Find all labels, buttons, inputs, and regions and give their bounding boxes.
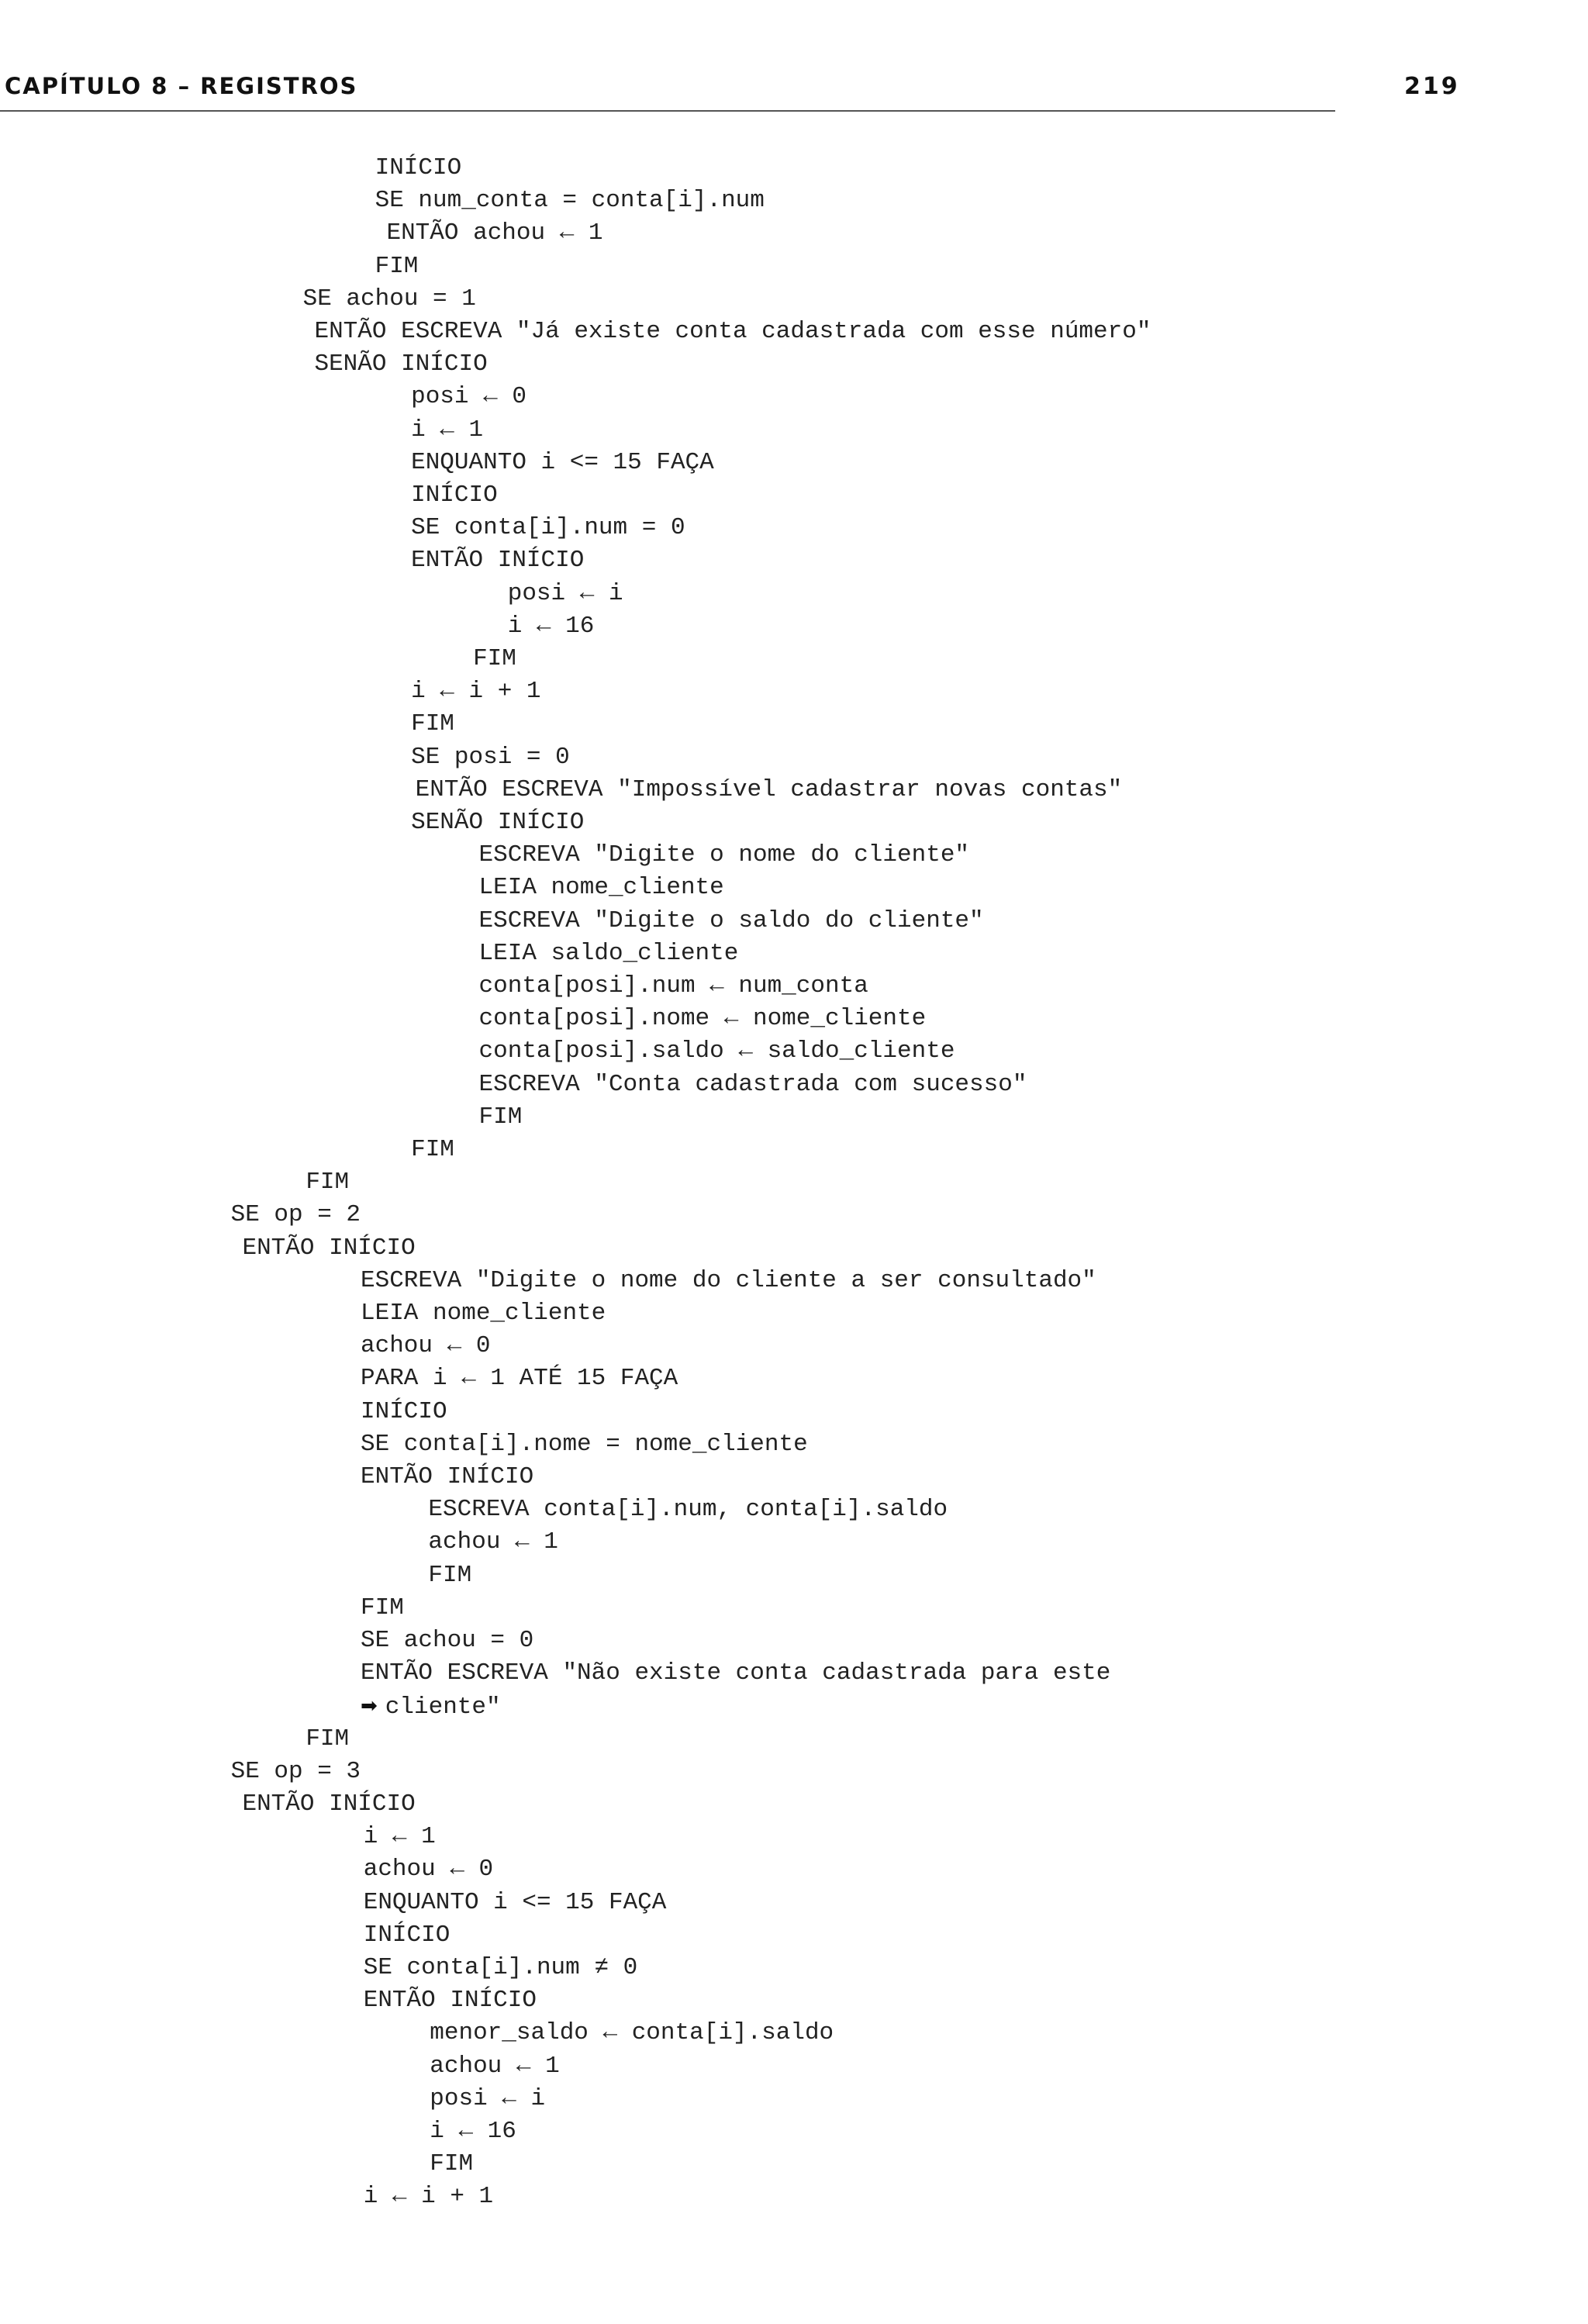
code-line bbox=[479, 970, 868, 1003]
code-line-text: FIM bbox=[411, 1136, 454, 1163]
code-line bbox=[242, 1788, 415, 1821]
code-line-text: SE achou = 0 bbox=[361, 1627, 534, 1654]
code-line bbox=[314, 348, 487, 381]
code-line-text: FIM bbox=[306, 1169, 350, 1197]
code-line-text: ENTÃO INÍCIO bbox=[242, 1234, 416, 1262]
code-line-text: ENTÃO ESCREVA "Não existe conta cadastrada para este bbox=[361, 1659, 1111, 1687]
code-line bbox=[306, 1723, 349, 1756]
code-line-text: PARA i ← 1 ATÉ 15 FAÇA bbox=[361, 1365, 678, 1393]
code-line bbox=[411, 447, 714, 479]
code-line-text: ENTÃO achou ← 1 bbox=[386, 219, 603, 247]
code-line bbox=[361, 1592, 404, 1625]
code-line bbox=[231, 1199, 361, 1231]
code-line bbox=[364, 2181, 493, 2213]
code-line-text: ENTÃO INÍCIO bbox=[363, 1987, 537, 2015]
code-line bbox=[479, 1003, 927, 1035]
code-line bbox=[430, 2148, 473, 2181]
code-line bbox=[361, 1625, 533, 1657]
code-line bbox=[361, 1265, 1096, 1297]
code-line-text: FIM bbox=[473, 645, 516, 672]
code-line bbox=[428, 1494, 948, 1526]
code-line-text: i ← 16 bbox=[507, 612, 595, 640]
code-line-text: INÍCIO bbox=[363, 1921, 451, 1949]
code-line bbox=[430, 2050, 559, 2083]
header-rule bbox=[0, 110, 1335, 112]
code-line bbox=[364, 1853, 493, 1886]
code-line-text: achou ← 0 bbox=[361, 1332, 491, 1360]
code-line-text: ESCREVA "Digite o saldo do cliente" bbox=[478, 906, 984, 934]
code-line-text: SE conta[i].num ≠ 0 bbox=[363, 1954, 638, 1981]
code-line bbox=[375, 152, 462, 185]
code-line-text: ENTÃO ESCREVA "Já existe conta cadastrada com esse número" bbox=[314, 318, 1151, 345]
code-line bbox=[386, 217, 602, 250]
page-header bbox=[5, 73, 1462, 112]
code-line-text: INÍCIO bbox=[375, 154, 462, 181]
code-line-text: achou ← 0 bbox=[363, 1856, 494, 1884]
code-line-text: SENÃO INÍCIO bbox=[314, 350, 488, 378]
code-line-text: ENTÃO INÍCIO bbox=[242, 1790, 416, 1818]
code-line bbox=[364, 1984, 537, 2017]
code-line bbox=[361, 1330, 490, 1362]
code-line-text: i ← 16 bbox=[430, 2118, 516, 2145]
code-line-text: SE num_conta = conta[i].num bbox=[375, 187, 765, 215]
code-line-text: LEIA nome_cliente bbox=[361, 1300, 606, 1327]
code-line-text: SE posi = 0 bbox=[411, 743, 570, 771]
code-line bbox=[428, 1526, 558, 1559]
code-line bbox=[479, 1035, 955, 1068]
code-line-text: LEIA nome_cliente bbox=[478, 874, 724, 902]
code-line-text: conta[posi].num ← num_conta bbox=[478, 972, 868, 1000]
code-line bbox=[361, 1396, 447, 1428]
code-line-text: FIM bbox=[306, 1725, 350, 1752]
code-line bbox=[242, 1232, 415, 1265]
code-line bbox=[306, 1166, 349, 1199]
code-line-text: posi ← i bbox=[430, 2084, 546, 2112]
code-line-text: SE conta[i].nome = nome_cliente bbox=[361, 1430, 808, 1458]
code-line bbox=[430, 2017, 834, 2049]
code-line-text: FIM bbox=[361, 1594, 404, 1621]
code-line-text: FIM bbox=[428, 1561, 472, 1589]
code-line-text: ENQUANTO i <= 15 FAÇA bbox=[363, 1888, 667, 1916]
code-line bbox=[411, 512, 685, 544]
code-line-text: SE op = 2 bbox=[230, 1201, 361, 1229]
code-line-text: ESCREVA "Digite o nome do cliente a ser consultado" bbox=[361, 1266, 1096, 1294]
code-line bbox=[479, 1101, 523, 1134]
code-line-text: ENTÃO INÍCIO bbox=[411, 547, 585, 575]
code-line bbox=[411, 708, 454, 741]
code-line-text: ESCREVA conta[i].num, conta[i].saldo bbox=[428, 1496, 948, 1524]
code-line-text: posi ← 0 bbox=[411, 383, 526, 411]
code-line bbox=[411, 741, 570, 774]
code-line bbox=[361, 1461, 533, 1494]
code-line-text: conta[posi].saldo ← saldo_cliente bbox=[478, 1038, 955, 1065]
code-line bbox=[361, 1690, 501, 1722]
code-line bbox=[479, 839, 970, 872]
code-line bbox=[364, 1887, 667, 1919]
code-line bbox=[411, 414, 483, 447]
code-line-text: SE op = 3 bbox=[230, 1757, 361, 1785]
code-line-text: INÍCIO bbox=[411, 482, 498, 509]
code-line bbox=[508, 578, 623, 610]
code-line-text: SE achou = 1 bbox=[302, 285, 476, 313]
code-line bbox=[479, 1069, 1027, 1101]
code-line bbox=[411, 1134, 454, 1166]
code-line-text: conta[posi].nome ← nome_cliente bbox=[478, 1005, 927, 1033]
code-line-text: cliente" bbox=[385, 1694, 501, 1721]
chapter-title: CAPÍTULO 8 – REGISTROS bbox=[5, 73, 358, 99]
code-line bbox=[430, 2083, 545, 2115]
continuation-arrow-icon: ➡ bbox=[361, 1694, 378, 1718]
code-line-text: FIM bbox=[430, 2150, 474, 2178]
code-line bbox=[479, 938, 739, 970]
code-line bbox=[479, 905, 984, 938]
code-line bbox=[411, 675, 540, 708]
code-line bbox=[411, 479, 498, 512]
code-line-text: achou ← 1 bbox=[430, 2052, 560, 2080]
code-line bbox=[375, 250, 419, 283]
code-line-text: i ← 1 bbox=[411, 416, 484, 444]
code-line-text: ESCREVA "Digite o nome do cliente" bbox=[478, 841, 970, 869]
code-line bbox=[411, 544, 584, 577]
code-line-text: SENÃO INÍCIO bbox=[411, 809, 585, 836]
code-line bbox=[361, 1297, 606, 1330]
code-line bbox=[430, 2115, 516, 2148]
code-line bbox=[361, 1428, 808, 1461]
code-line-text: SE conta[i].num = 0 bbox=[411, 514, 685, 542]
code-line bbox=[479, 872, 724, 904]
code-line-text: LEIA saldo_cliente bbox=[478, 939, 739, 967]
page-number: 219 bbox=[1404, 73, 1460, 100]
code-line bbox=[361, 1362, 678, 1395]
code-line bbox=[428, 1559, 471, 1592]
code-line-text: ENTÃO INÍCIO bbox=[361, 1463, 534, 1490]
code-line bbox=[364, 1919, 451, 1952]
code-line-text: ESCREVA "Conta cadastrada com sucesso" bbox=[478, 1070, 1027, 1098]
code-line-text: i ← i + 1 bbox=[363, 2183, 494, 2211]
code-line bbox=[411, 381, 526, 413]
code-line-text: FIM bbox=[411, 710, 454, 738]
code-line-text: INÍCIO bbox=[361, 1397, 447, 1425]
code-line bbox=[231, 1756, 361, 1788]
code-line-text: FIM bbox=[478, 1103, 523, 1131]
code-line-text: menor_saldo ← conta[i].saldo bbox=[430, 2019, 834, 2047]
code-line-text: achou ← 1 bbox=[428, 1528, 558, 1556]
code-line-text: FIM bbox=[375, 252, 419, 280]
code-line bbox=[303, 283, 476, 316]
code-line bbox=[473, 643, 516, 675]
code-line bbox=[364, 1821, 436, 1853]
code-line bbox=[361, 1657, 1110, 1690]
code-line-text: ENQUANTO i <= 15 FAÇA bbox=[411, 448, 714, 476]
code-line-text: ENTÃO ESCREVA "Impossível cadastrar novas contas" bbox=[415, 775, 1123, 803]
code-line-text: posi ← i bbox=[507, 579, 623, 607]
code-line bbox=[314, 316, 1151, 348]
code-line-text: i ← i + 1 bbox=[411, 678, 541, 706]
code-line bbox=[411, 806, 584, 839]
code-line bbox=[364, 1952, 637, 1984]
code-line-text: i ← 1 bbox=[363, 1823, 436, 1851]
code-line bbox=[375, 185, 765, 217]
code-line bbox=[416, 774, 1123, 806]
code-line bbox=[508, 610, 595, 643]
